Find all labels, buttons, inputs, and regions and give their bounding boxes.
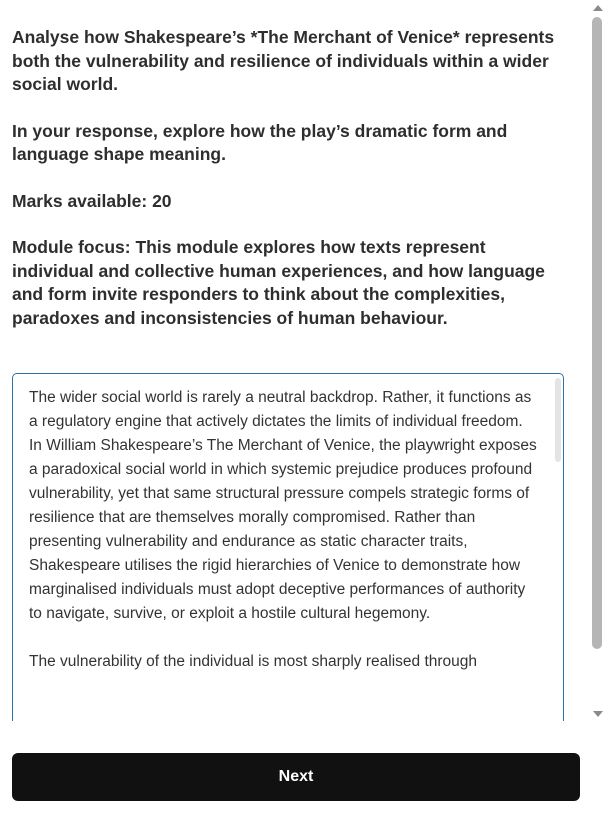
module-focus-text: Module focus: This module explores how texts represent individual and collective human experiences, and how language and form invite responders to think about the complexities, paradoxes and inconsistencies of human behaviour. [12, 237, 545, 328]
answer-textarea[interactable] [12, 373, 564, 721]
next-button[interactable]: Next [12, 753, 580, 801]
question-text: Analyse how Shakespeare’s *The Merchant of Venice* represents both the vulnerability and resilience of individuals within a wider social world. [12, 27, 555, 94]
textarea-scrollbar[interactable] [555, 378, 561, 462]
scroll-down-arrow-icon[interactable] [593, 711, 603, 717]
answer-content[interactable] [13, 374, 563, 674]
question-prompt [12, 26, 572, 330]
answer-paragraph-2: The vulnerability of the individual is most sharply realised through [29, 653, 478, 670]
answer-paragraph-1: The wider social world is rarely a neutral backdrop. Rather, it functions as a regulatory engine that actively dictates the limits of individual freedom. In William Shakespeare’s The Merchant of Venice, the playwright exposes a paradoxical social world in which systemic prejudice produces profound vulnerability, yet that same structural pressure compels strategic forms of resilience that are themselves morally compromised. Rather than presenting vulnerability and endurance as static character traits, Shakespeare utilises the rigid hierarchies of Venice to demonstrate how marginalised individuals must adopt deceptive performances of authority to navigate, survive, or exploit a hostile cultural hegemony. [29, 389, 537, 622]
page-scrollbar[interactable] [591, 0, 605, 722]
scroll-up-arrow-icon[interactable] [593, 5, 603, 11]
instruction-text: In your response, explore how the play’s dramatic form and language shape meaning. [12, 120, 508, 164]
scrollbar-thumb[interactable] [592, 17, 602, 649]
marks-text: Marks available: 20 [12, 190, 172, 211]
